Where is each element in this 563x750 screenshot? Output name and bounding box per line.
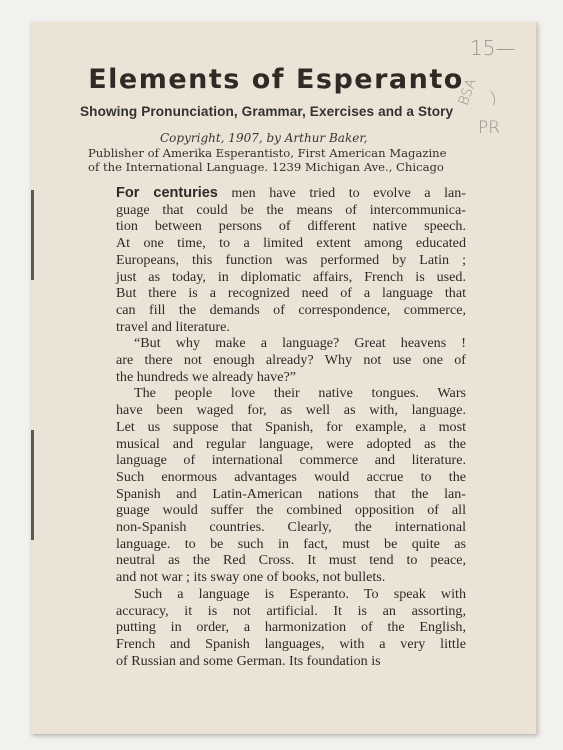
paragraph <box>116 185 466 335</box>
line-text: travel and literature. <box>116 318 230 335</box>
text-line <box>116 552 466 569</box>
paragraph <box>116 586 466 670</box>
text-line <box>116 335 466 352</box>
text-line <box>116 235 466 252</box>
line-text: Europeans, this function was performed by Latin ; <box>116 251 466 268</box>
line-text: Such enormous advantages would accrue to the <box>116 468 466 485</box>
copyright-notice: Copyright, 1907, by Arthur Baker, <box>160 131 368 145</box>
text-line <box>116 419 466 436</box>
text-line <box>116 519 466 536</box>
text-line <box>116 636 466 653</box>
line-text: putting in order, a harmonization of the English, <box>116 619 466 636</box>
body-text <box>116 185 466 669</box>
line-text: But there is a recognized need of a language that <box>116 285 466 302</box>
lead-words: For centuries <box>116 185 218 201</box>
text-line <box>116 352 466 369</box>
line-text: The people love their native tongues. Wars <box>134 385 466 402</box>
text-line <box>116 319 466 336</box>
text-line <box>116 452 466 469</box>
line-text: neutral as the Red Cross. It must tend to peace, <box>116 552 466 569</box>
line-text: accuracy, it is not artificial. It is an assorting, <box>116 602 466 619</box>
text-line <box>116 269 466 286</box>
text-line <box>116 402 466 419</box>
line-text: non-Spanish countries. Clearly, the international <box>116 519 466 536</box>
line-text: Such a language is Esperanto. To speak with <box>134 585 466 602</box>
text-line <box>116 653 466 670</box>
text-line <box>116 469 466 486</box>
line-text: guage would suffer the combined opposition of all <box>116 502 466 519</box>
line-text: men have tried to evolve a lan- <box>217 185 467 201</box>
line-text: Spanish and Latin-American nations that the lan- <box>116 485 466 502</box>
text-line <box>116 385 466 402</box>
text-line <box>116 218 466 235</box>
line-text: are there not enough already? Why not use one of <box>116 352 466 369</box>
publisher-info <box>88 147 483 174</box>
text-line <box>116 569 466 586</box>
publisher-line: of the International Language. 1239 Michigan Ave., Chicago <box>88 159 444 174</box>
line-text: musical and regular language, were adopted as the <box>116 435 466 452</box>
text-line <box>116 369 466 386</box>
text-line <box>116 285 466 302</box>
text-line <box>116 603 466 620</box>
paragraph <box>116 335 466 385</box>
handwritten-note: BSA <box>455 76 481 108</box>
line-text: of Russian and some German. Its foundation is <box>116 652 381 669</box>
paragraph <box>116 385 466 585</box>
text-line <box>116 302 466 319</box>
line-text: and not war ; its sway one of books, not bullets. <box>116 569 386 586</box>
line-text: just as today, in diplomatic affairs, French is used. <box>116 268 466 285</box>
booklet-subtitle: Showing Pronunciation, Grammar, Exercises and a Story <box>80 104 454 119</box>
text-line <box>116 619 466 636</box>
binding-mark <box>31 430 34 540</box>
text-line <box>116 536 466 553</box>
handwritten-note: ) <box>488 87 498 108</box>
line-text: language. to be such in fact, must be quite as <box>116 535 466 552</box>
booklet-title: Elements of Esperanto <box>88 64 464 95</box>
binding-mark <box>31 190 34 280</box>
text-line <box>116 202 466 219</box>
line-text: Let us suppose that Spanish, for example, a most <box>116 418 466 435</box>
text-line <box>116 436 466 453</box>
handwritten-note: PR <box>478 118 501 138</box>
text-line <box>116 586 466 603</box>
line-text: tion between persons of different native speech. <box>116 218 466 235</box>
line-text: French and Spanish languages, with a very little <box>116 635 466 652</box>
line-text: “But why make a language? Great heavens ! <box>134 335 466 352</box>
line-text: the hundreds we already have?” <box>116 368 296 385</box>
line-text: language of international commerce and literature. <box>116 452 466 469</box>
handwritten-price: 15— <box>470 36 516 60</box>
text-line <box>116 252 466 269</box>
line-text: guage that could be the means of intercommunica- <box>116 201 466 218</box>
publisher-line: Publisher of Amerika Esperantisto, First American Magazine <box>88 146 447 160</box>
text-line <box>116 185 466 202</box>
line-text: have been waged for, as well as with, language. <box>116 402 466 419</box>
line-text: At one time, to a limited extent among educated <box>116 235 466 252</box>
line-text: can fill the demands of correspondence, commerce, <box>116 301 466 318</box>
text-line <box>116 486 466 503</box>
text-line <box>116 502 466 519</box>
